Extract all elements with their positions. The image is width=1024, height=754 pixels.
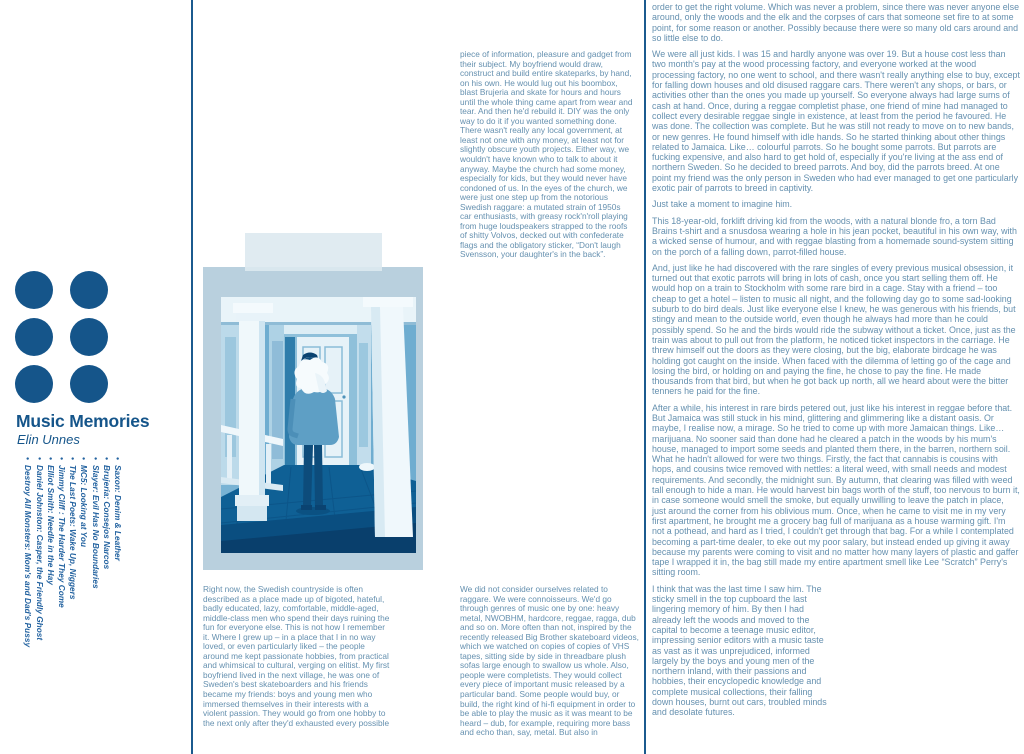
dot-icon bbox=[70, 271, 108, 309]
photo-mat bbox=[203, 267, 423, 570]
bullet-icon: • bbox=[56, 457, 67, 460]
tracklist-item bbox=[89, 457, 100, 638]
tracklist-item bbox=[112, 457, 123, 638]
tracklist-item bbox=[67, 457, 78, 638]
tracklist-item-label: Slayer: Evil Has No Boundaries bbox=[90, 465, 101, 589]
dot-icon bbox=[15, 318, 53, 356]
tracklist-item-label: Elliot Smith: Needle in the Hay bbox=[45, 465, 56, 585]
dot-icon bbox=[15, 271, 53, 309]
tracklist-item bbox=[56, 457, 67, 638]
tracklist bbox=[22, 457, 123, 648]
tracklist-item-label: MC5: Looking at You bbox=[79, 465, 90, 548]
bullet-icon: • bbox=[90, 457, 101, 460]
column-middle-top-text: piece of information, pleasure and gadget from their subject. My boyfriend would draw, construct and build entire skateparks, by hand, on his own. He would lug out his boombox, blast Brujeria and skate for hours and hours until the whole thing came apart from wear and tear. And then he'd rebuild it. DIY was the only way to do it if you wanted something done. There wasn't really any local government, at least not one with any money, at least not for slightly obscure youth projects. Either way, we wouldn't have known who to talk to about it anyway. Maybe the church had some money, especially for kids, but they would never have condoned of us. In the eyes of the church, we were just one step up from the notorious Swedish raggare: a mutated strain of 1950s car enthusiasts, with greasy rock'n'roll playing from huge loudspeakers strapped to the roofs of shitty Volvos, decked out with confederate flags and the obligatory sticker, “Don't laugh Svensson, your daughter's in the back”. bbox=[460, 49, 633, 260]
tracklist-item-label: Brujeria: Consejos Narcos bbox=[101, 465, 112, 570]
tracklist-item bbox=[22, 457, 34, 648]
bullet-icon: • bbox=[23, 457, 34, 460]
tracklist-item-label: Jimmy Cliff : The Harder They Come bbox=[56, 465, 67, 608]
column-right-text bbox=[652, 2, 1020, 724]
bullet-icon: • bbox=[34, 457, 45, 460]
tracklist-item-label: Saxon: Denim & Leather bbox=[113, 465, 123, 561]
bullet-icon: • bbox=[79, 457, 90, 460]
tracklist-item bbox=[45, 457, 56, 638]
tracklist-item bbox=[101, 457, 112, 638]
paragraph: Just take a moment to imagine him. bbox=[652, 199, 793, 210]
author-byline: Elin Unnes bbox=[17, 432, 80, 447]
paragraph: order to get the right volume. Which was never a problem, since there was never anyone else around, only the woods and the elk and the corpses of cars that someone set fire to at some point, for some reason or another. Possibly because there were so many old cars around and so little else to do. bbox=[652, 2, 1020, 43]
tape-strip bbox=[245, 233, 382, 271]
page-title: Music Memories bbox=[16, 411, 150, 431]
divider-right bbox=[644, 0, 646, 754]
paragraph: After a while, his interest in rare birds petered out, just like his interest in reggae before that. But Jamaica was still stuck in his mind, glittering and glimmering like a distant oasis. Or maybe, I realise now, a mirage. So he tried to come up with more Jamaican things. Like… marijuana. No sooner said than done had he cleared a patch in the woods by his mum's house, managed to import some seeds and planted them there, in the barren, northern soil. What he hadn't allowed for were two things. Firstly, the fact that cannabis is cousins with hops, and cousins twice removed with nettles: a literal weed, with small needs and modest requirements. And secondly, the midnight sun. By autumn, that clearing was filled with weed tall enough to hide a man. He would harvest bin bags worth of the stuff, too nervous to burn it, in case someone would smell the smoke, but equally unwilling to leave the patch in place, just around the corner from his oblivious mum. Once, when he came to visit me in my very first apartment, he brought me a grocery bag full of marijuana as a house warming gift. I'm not a pothead, and hard as I tried, I couldn't get through that bag. For a while I contemplated becoming a part-time dealer, to eke out my poor salary, but instead ended up giving it away because my parents were coming to visit and no matter how many layers of plastic and gaffer tape I wrapped it in, the bag still made my entire apartment smell like Lee “Scratch” Perry's sitting room. bbox=[652, 402, 1020, 578]
paragraph-narrow: I think that was the last time I saw him. The sticky smell in the top cupboard the last lingering memory of him. By then I had already left the woods and moved to the capital to become a teenage music editor, impressing senior editors with a music taste as vast as it was unprejudiced, informed largely by the boys and young men of the northern inland, with their passions and hobbies, their encyclopedic knowledge and complete musical collections, their falling down houses, burnt out cars, troubled minds and desolate futures. bbox=[652, 583, 827, 718]
bullet-icon: • bbox=[45, 457, 56, 460]
bullet-icon: • bbox=[101, 457, 112, 460]
dot-icon bbox=[70, 365, 108, 403]
tracklist-item-label: Destroy All Monsters: Mom's and Dad's Pussy bbox=[23, 465, 34, 648]
paragraph: And, just like he had discovered with the rare singles of every previous musical obsession, it turned out that exotic parrots will bring in lots of cash, once you start selling them off. He would hop on a train to Stockholm with some rare bird in a cage. Stay with a friend – too cheap to get a hotel – listen to music all night, and the following day go to some sad-looking suburb to do bird deals. Just like everyone else I knew, he was generous with his friends, but stingy and mean to the outside world, even though he always had more than he could possibly spend. So he and the birds would ride the subway without a ticket. Once, just as the train was about to pull out from the platform, he noticed ticket inspectors in the carriage. He threw himself out the doors as they were closing, but the big, elaborate birdcage he was holding got caught on the inside. When faced with the dilemma of letting go of the cage and losing the bird, or holding on and paying the fine, he chose to pay the fine. He made thousands from that bird, but when he got back up north, all we heard about were the bitter tenners he paid for the fine. bbox=[652, 262, 1016, 397]
divider-left bbox=[191, 0, 193, 754]
tracklist-item-label: The Last Poets: Wake Up, Niggers bbox=[68, 465, 79, 600]
column-middle-bottom-text: We did not consider ourselves related to raggare. We were connoisseurs. We'd go through genres of music one by one: heavy metal, NWOBHM, hardcore, reggae, ragga, dub and so on. More often than not, inspired by the recently released Big Brother skateboard videos, which we watched on copies of copies of VHS tapes, sitting side by side in threadbare plush sofas large enough to swallow us whole. Also, people were completists. They would collect every piece of important music released by a particular band. Some people would buy, or build, the right kind of hi-fi equipment in order to be able to play the music as it was meant to be heard – dub, for example, requiring more bass and echo than, say, metal. But also in bbox=[460, 584, 639, 738]
paragraph: We were all just kids. I was 15 and hardly anyone was over 19. But a house cost less than two month's pay at the wood processing factory, and everyone worked at the wood processing factory, no one went to school, and there wasn't really anything else to buy, except for falling down houses and old disused raggare cars. There weren't any shops, or bars, or activities other than the ones you made up yourself. So everyone always had large sums of cash at hand. Once, during a reggae completist phase, one friend of mine had managed to collect every desirable reggae single in existence, at least from the period he favoured. He was done. The collection was complete. But he was still not ready to move on to new bands, or new genres. He found himself with idle hands. So he started thinking about other things related to Jamaica. Like… colourful parrots. So he bought some parrots. But parrots are fucking expensive, and also hard to get hold of, especially if you're living at the ass end of northern Sweden. So he decided to breed parrots. And boy, did the parrots breed. At one point my friend was the only person in Sweden who had ever managed to get one particularly exotic pair of parrots to breed in captivity. bbox=[652, 49, 1020, 194]
cyanotype-porch-photo bbox=[221, 297, 416, 553]
bullet-icon: • bbox=[113, 457, 123, 460]
bullet-icon: • bbox=[68, 457, 79, 460]
column-left-bottom-text: Right now, the Swedish countryside is often described as a place made up of bigoted, hateful, badly educated, lazy, comfortable, middle-aged, middle-class men who spend their days ruining the fun for everyone else. This is not how I remember it. Where I grew up – in a place that I in no way loved, or even particularly liked – the people around me kept passionate hobbies, from practical and whimsical to cultural, verging on elitist. My first boyfriend lived in the next village, he was one of Sweden's best skateboarders and his friends became my friends: boys and young men who immersed themselves in their interests with a violent passion. They would go from one hobby to the next only after they'd exhausted every possible bbox=[203, 584, 390, 728]
tracklist-item-label: Daniel Johnston: Casper, the Friendly Ghost bbox=[34, 465, 45, 641]
tracklist-item bbox=[33, 457, 45, 641]
dot-icon bbox=[15, 365, 53, 403]
dot-icon bbox=[70, 318, 108, 356]
tracklist-item bbox=[78, 457, 89, 638]
paragraph: This 18-year-old, forklift driving kid from the woods, with a natural blonde fro, a torn Bad Brains t-shirt and a snusdosa wearing a hole in his jean pocket, beautiful in his own way, with a wicked sense of humour, and with reggae blasting from a homemade sound-system sitting on the porch of a falling down, parrot-filled house. bbox=[652, 215, 1017, 257]
